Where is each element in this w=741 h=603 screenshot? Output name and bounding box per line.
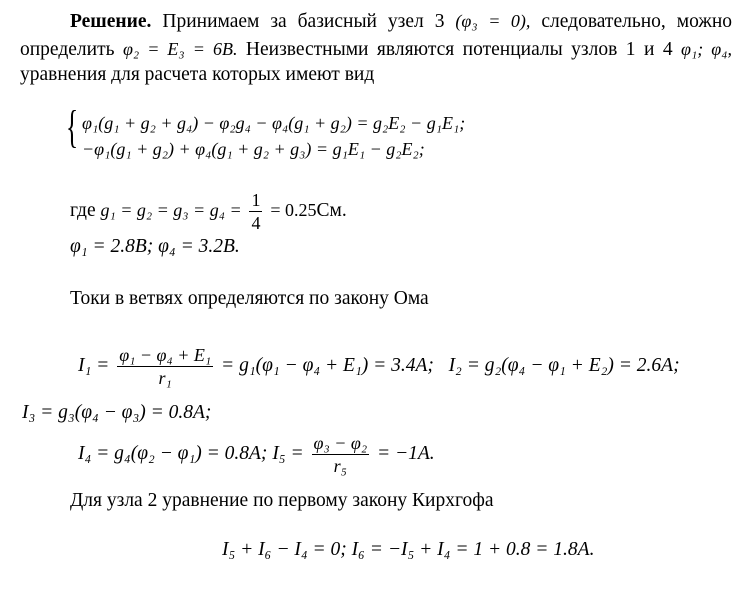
phi3-zero-formula: (φ₃ = 0),: [455, 11, 531, 31]
system-equation-2: −φ₁(g₁ + g₂) + φ₄(g₁ + g₂ + g₃) = g₁E₁ − g₂E₂;: [82, 139, 425, 159]
i5-lhs: I₅ =: [272, 443, 304, 464]
fraction-denominator: 4: [251, 213, 261, 234]
i2-formula: I₂ = g₂(φ₄ − φ₁ + E₂) = 2.6A;: [448, 355, 680, 376]
i4-formula: I₄ = g₄(φ₂ − φ₁) = 0.8A;: [78, 443, 268, 464]
intro-line-2: [20, 37, 732, 62]
system-equation-1: φ₁(g₁ + g₂ + g₄) − φ₂g₄ − φ₄(g₁ + g₂) = g₂E₂ − g₁E₁;: [82, 113, 466, 133]
current-i1-i2-line: [78, 342, 680, 390]
intro-text-2b: Неизвестными являются потенциалы узлов 1 и 4: [245, 39, 673, 60]
i1-denominator: r₁: [158, 368, 172, 389]
conductance-value: = 0.25: [270, 200, 317, 220]
conductance-line: [70, 188, 347, 234]
i1-numerator: φ₁ − φ₄ + E₁: [119, 345, 212, 366]
i1-rhs: = g₁(φ₁ − φ₄ + E₁) = 3.4A;: [221, 355, 434, 376]
conductance-unit: См.: [316, 200, 347, 221]
potential-results: φ₁ = 2.8B; φ₄ = 3.2B.: [70, 236, 240, 257]
phi2-formula: φ₂ = E₃ = 6B.: [122, 39, 238, 59]
i5-denominator: r₅: [333, 456, 347, 477]
intro-text-1b: следовательно, можно: [541, 11, 733, 32]
intro-line-3: уравнения для расчета которых имеют вид: [20, 64, 375, 85]
intro-text-2a: определить: [20, 39, 115, 60]
i5-numerator: φ₃ − φ₂: [313, 433, 368, 454]
intro-text-1a: Принимаем за базисный узел 3: [162, 11, 445, 32]
kirchhoff-equation: I₅ + I₆ − I₄ = 0; I₆ = −I₅ + I₄ = 1 + 0.8 = 1.8A.: [222, 539, 595, 560]
unknown-potentials-formula: φ₁; φ₄,: [681, 39, 733, 59]
currents-heading: Токи в ветвях определяются по закону Ома: [70, 288, 429, 309]
fraction-numerator: 1: [251, 190, 261, 211]
i5-rhs: = −1A.: [376, 443, 435, 464]
i1-lhs: I₁ =: [78, 355, 110, 376]
one-quarter-fraction: [249, 189, 262, 234]
i5-fraction: [312, 432, 370, 477]
current-i3: I₃ = g₃(φ₄ − φ₃) = 0.8A;: [22, 402, 212, 423]
intro-line-1: [70, 9, 732, 34]
conductance-equality: g₁ = g₂ = g₃ = g₄ =: [100, 200, 242, 220]
i1-fraction: [117, 344, 213, 389]
where-label: где: [70, 200, 96, 221]
current-i4-i5-line: [78, 430, 435, 478]
solution-label: Решение.: [70, 11, 152, 32]
system-brace: {: [66, 101, 79, 152]
kirchhoff-heading: Для узла 2 уравнение по первому закону Кирхгофа: [70, 490, 494, 511]
